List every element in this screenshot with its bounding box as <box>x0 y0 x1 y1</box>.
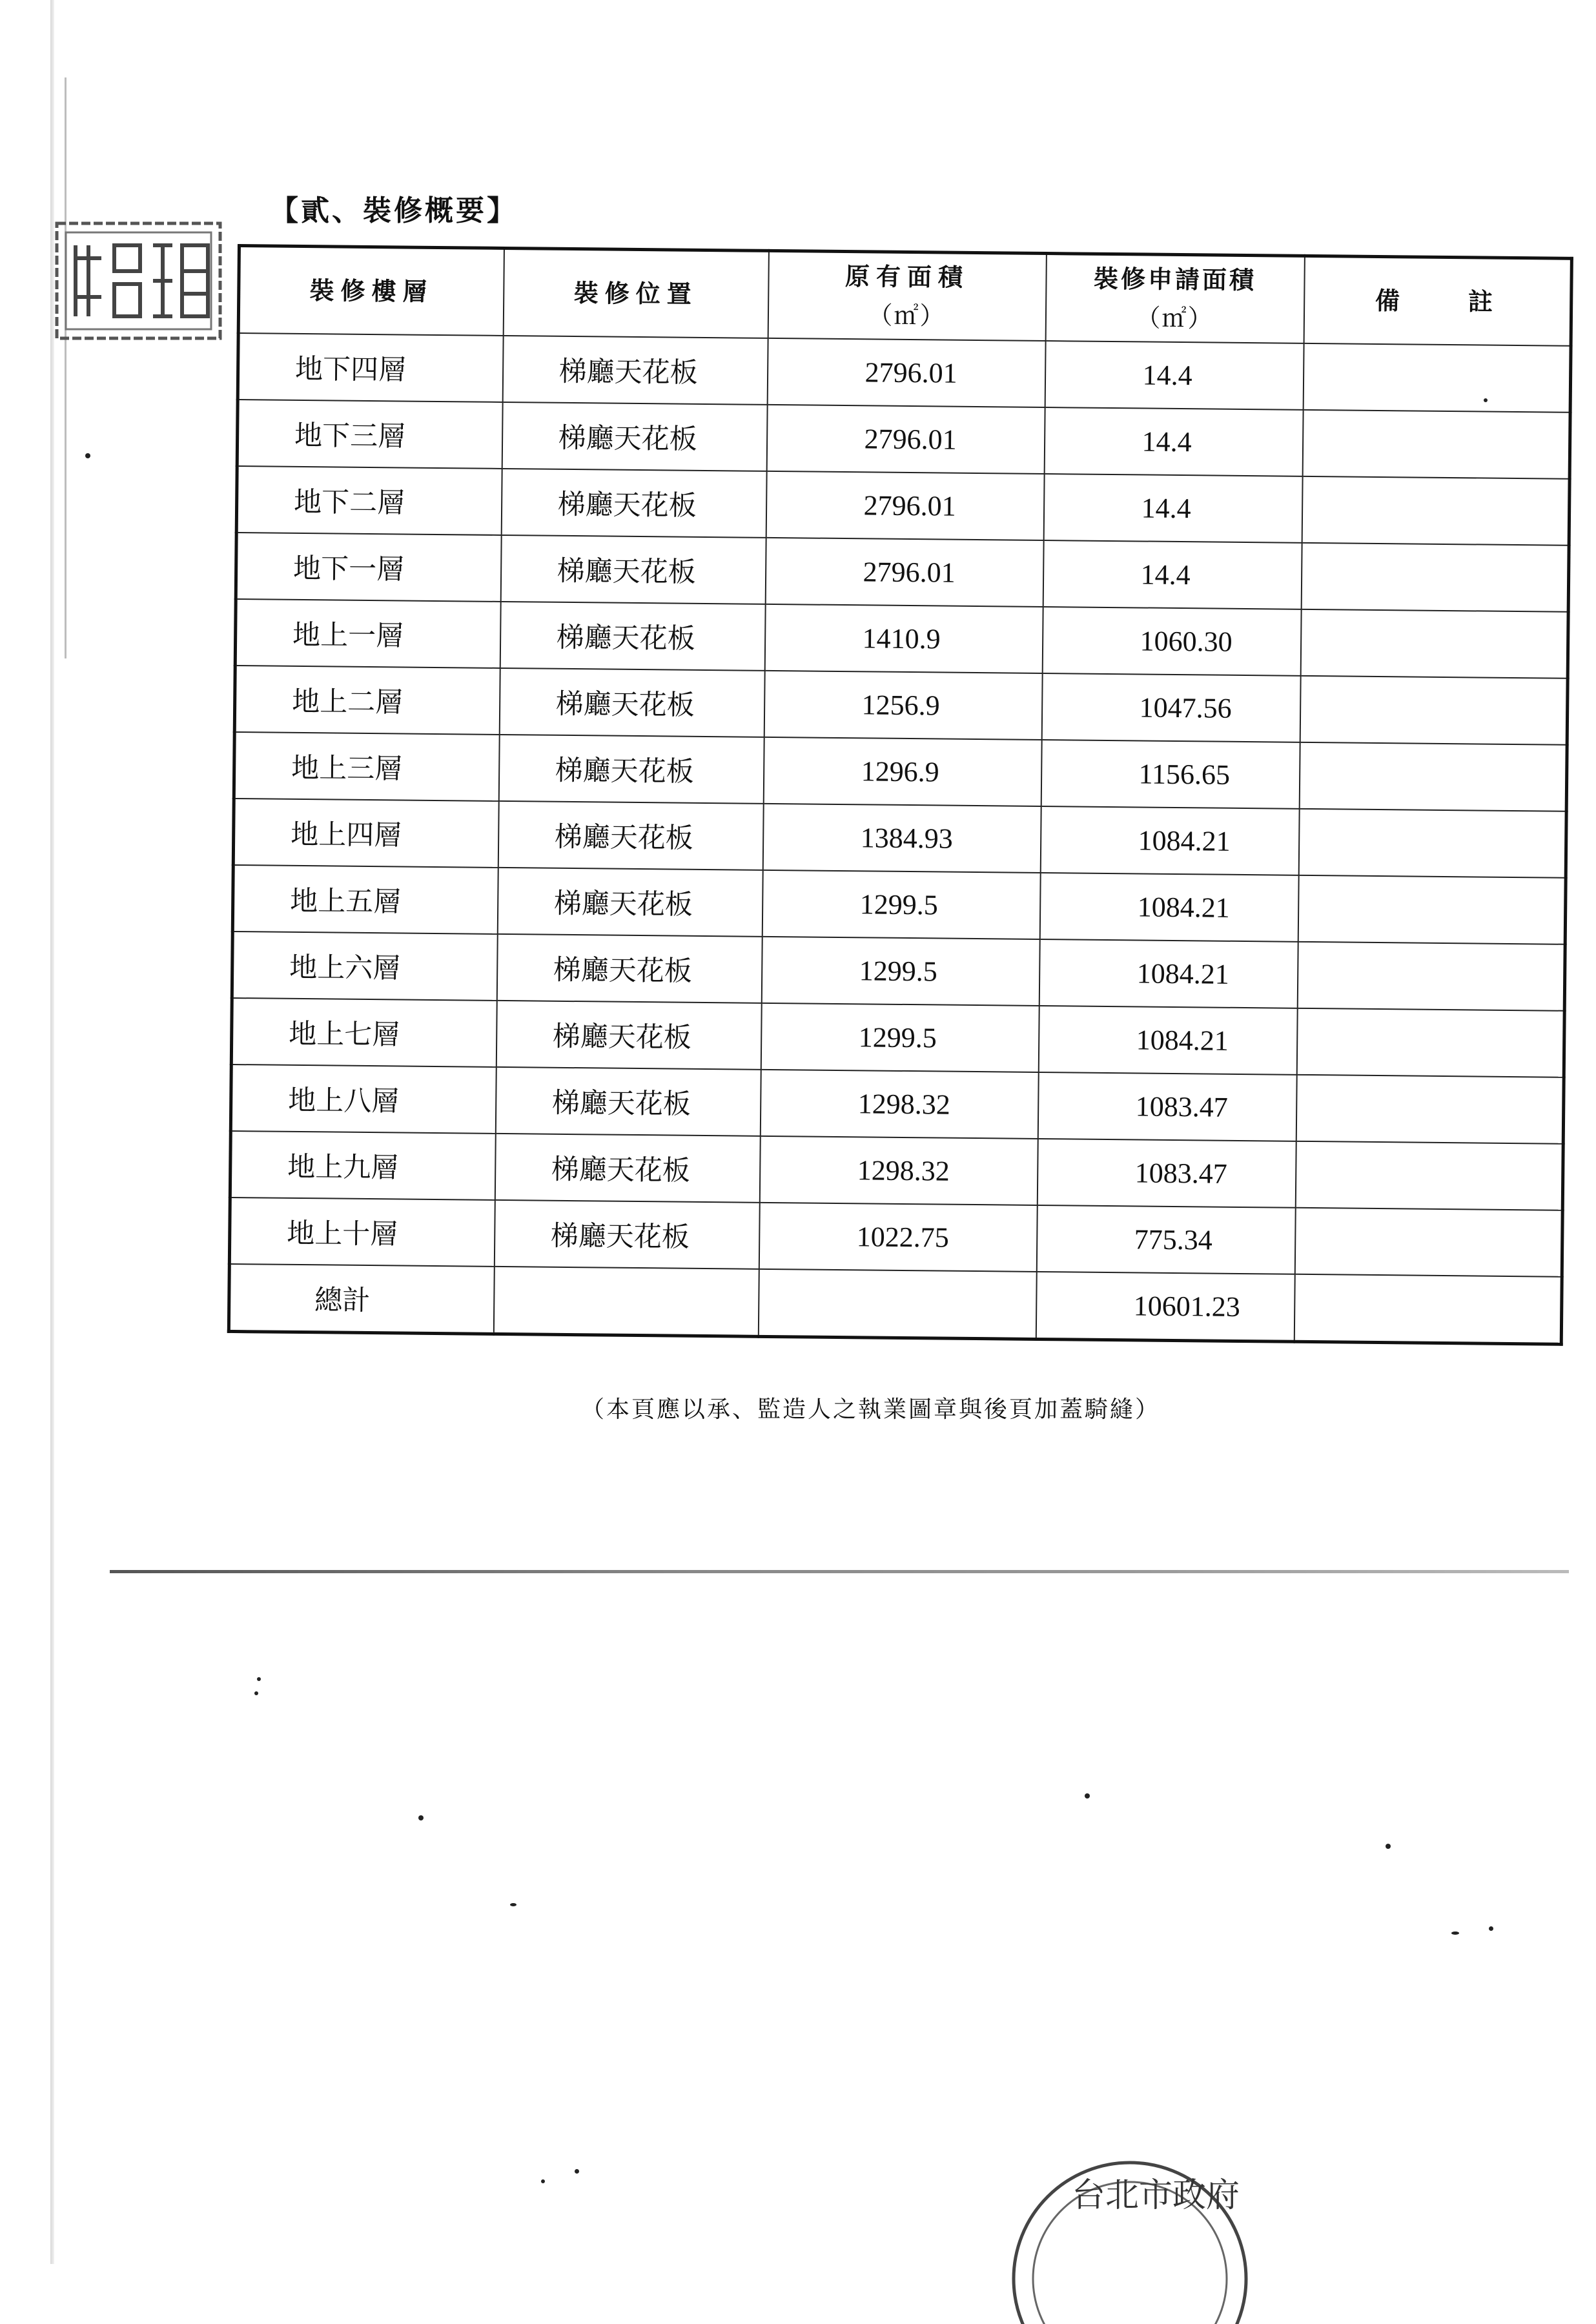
table-row <box>232 932 1565 1011</box>
cell-remarks <box>1296 1008 1564 1077</box>
table-row <box>236 533 1569 612</box>
cell-original-area: 1410.9 <box>764 604 1043 673</box>
table-row <box>238 333 1571 413</box>
header-requested-area <box>1045 254 1304 343</box>
table-row <box>232 865 1566 944</box>
cell-floor: 地上一層 <box>235 599 500 668</box>
cell-remarks <box>1300 676 1568 745</box>
header-original-area-title: 原有面積 <box>844 261 970 292</box>
cell-remarks <box>1297 942 1565 1011</box>
scan-speck <box>1451 1932 1459 1935</box>
header-floor: 裝修樓層 <box>238 246 504 336</box>
scan-speck <box>1386 1844 1391 1849</box>
table-row <box>230 1065 1564 1144</box>
scan-speck <box>418 1815 424 1820</box>
cell-requested-area: 1084.21 <box>1038 1006 1297 1075</box>
cell-position: 梯廳天花板 <box>500 535 766 604</box>
cell-requested-area: 14.4 <box>1044 407 1303 476</box>
table-row <box>237 400 1570 479</box>
cell-requested-area: 775.34 <box>1036 1205 1295 1274</box>
svg-text:台北市政府: 台北市政府 <box>1072 2176 1240 2215</box>
cell-floor: 地下二層 <box>236 466 502 535</box>
cell-remarks <box>1302 476 1570 545</box>
cell-position: 梯廳天花板 <box>494 1200 759 1269</box>
cell-floor: 地上二層 <box>234 666 500 735</box>
scan-speck <box>254 1691 258 1695</box>
cell-requested-area: 14.4 <box>1043 540 1302 609</box>
table-row <box>233 799 1566 878</box>
cell-original-area: 1299.5 <box>761 937 1039 1006</box>
cell-original-area: 1299.5 <box>762 870 1040 939</box>
scan-speck <box>510 1903 517 1906</box>
cell-remarks <box>1296 1075 1564 1144</box>
scan-speck <box>85 453 90 458</box>
header-position: 裝修位置 <box>503 248 768 338</box>
scan-speck <box>1085 1793 1090 1799</box>
cell-floor: 地下四層 <box>238 333 503 402</box>
footnote: （本頁應以承、監造人之執業圖章與後頁加蓋騎縫） <box>581 1396 1161 1423</box>
scan-speck <box>575 2169 579 2174</box>
scan-speck <box>541 2179 545 2183</box>
renovation-summary-table <box>227 244 1573 1346</box>
table-row <box>234 732 1567 811</box>
cell-original-area: 1298.32 <box>760 1070 1038 1139</box>
cell-floor: 地下一層 <box>236 533 501 602</box>
cell-original-area: 1298.32 <box>759 1136 1038 1205</box>
cell-floor: 地上九層 <box>230 1131 495 1200</box>
scan-speck <box>1484 398 1488 402</box>
seal-stamp-top-left <box>53 219 224 342</box>
cell-requested-area: 1083.47 <box>1038 1072 1296 1141</box>
cell-position: 梯廳天花板 <box>497 868 762 937</box>
scan-speck <box>1489 1926 1493 1931</box>
cell-requested-area: 1084.21 <box>1040 806 1299 875</box>
cell-position: 梯廳天花板 <box>496 1001 761 1070</box>
cell-floor: 地上三層 <box>234 732 499 801</box>
table-row <box>234 666 1568 745</box>
header-original-area <box>768 250 1046 341</box>
cell-requested-area: 1084.21 <box>1039 873 1298 942</box>
cell-requested-area: 1083.47 <box>1037 1139 1296 1208</box>
scan-left-shadow <box>65 77 66 658</box>
cell-position: 梯廳天花板 <box>498 735 764 804</box>
cell-original-area: 2796.01 <box>765 538 1043 607</box>
cell-remarks <box>1299 742 1567 811</box>
cell-floor: 地上六層 <box>232 932 497 1001</box>
cell-position: 梯廳天花板 <box>498 801 763 870</box>
cell-position: 梯廳天花板 <box>496 934 762 1003</box>
renovation-summary-table-wrap <box>227 244 1573 1346</box>
cell-original-area: 1022.75 <box>759 1203 1037 1272</box>
cell-floor: 地上十層 <box>229 1198 495 1267</box>
scan-speck <box>257 1677 261 1681</box>
table-row <box>235 599 1568 678</box>
cell-position: 梯廳天花板 <box>502 402 767 471</box>
cell-requested-area: 1084.21 <box>1039 939 1298 1008</box>
cell-floor: 地上八層 <box>230 1065 496 1134</box>
cell-requested-area: 1060.30 <box>1042 607 1301 676</box>
table-total-row <box>229 1264 1562 1344</box>
cell-total-label: 總計 <box>229 1264 494 1334</box>
seal-stamp-bottom-right <box>994 2130 1265 2324</box>
cell-remarks <box>1302 410 1570 479</box>
cell-total-requested-area: 10601.23 <box>1036 1272 1294 1341</box>
header-requested-area-title: 裝修申請面積 <box>1093 263 1257 295</box>
cell-position: 梯廳天花板 <box>502 336 768 405</box>
section-title: 【貳、裝修概要】 <box>270 194 518 227</box>
cell-original-area: 1384.93 <box>762 804 1041 873</box>
table-header-row <box>238 246 1571 346</box>
cell-position: 梯廳天花板 <box>495 1134 760 1203</box>
header-requested-area-unit: （㎡） <box>1136 303 1214 333</box>
cell-floor: 地下三層 <box>237 400 502 469</box>
cell-requested-area: 14.4 <box>1045 341 1304 410</box>
cell-remarks <box>1295 1141 1563 1210</box>
cell-original-area: 1299.5 <box>761 1003 1039 1072</box>
cell-requested-area: 1047.56 <box>1041 673 1300 742</box>
cell-floor: 地上四層 <box>233 799 498 868</box>
cell-position: 梯廳天花板 <box>499 668 764 737</box>
table-row <box>229 1198 1562 1277</box>
cell-total-original-area <box>758 1269 1036 1340</box>
cell-remarks <box>1298 875 1566 944</box>
cell-original-area: 2796.01 <box>767 338 1045 407</box>
header-remarks: 備 註 <box>1304 256 1571 345</box>
table-row <box>236 466 1570 545</box>
cell-remarks <box>1298 809 1566 878</box>
cell-total-remarks <box>1294 1274 1562 1344</box>
cell-position: 梯廳天花板 <box>495 1067 761 1136</box>
cell-original-area: 2796.01 <box>766 405 1045 474</box>
cell-position: 梯廳天花板 <box>500 602 765 671</box>
table-row <box>231 998 1564 1077</box>
cell-original-area: 2796.01 <box>766 471 1044 540</box>
page-divider-line <box>110 1570 1569 1573</box>
cell-floor: 地上五層 <box>232 865 498 934</box>
cell-original-area: 1256.9 <box>764 671 1042 740</box>
cell-remarks <box>1294 1208 1562 1277</box>
cell-original-area: 1296.9 <box>763 737 1041 806</box>
cell-floor: 地上七層 <box>231 998 496 1067</box>
table-row <box>230 1131 1563 1210</box>
header-original-area-unit: （㎡） <box>868 301 946 331</box>
cell-total-position <box>493 1267 759 1336</box>
cell-requested-area: 1156.65 <box>1041 740 1300 809</box>
cell-remarks <box>1303 343 1571 413</box>
cell-position: 梯廳天花板 <box>501 469 766 538</box>
cell-remarks <box>1300 609 1568 678</box>
cell-remarks <box>1301 543 1569 612</box>
cell-requested-area: 14.4 <box>1043 474 1302 543</box>
